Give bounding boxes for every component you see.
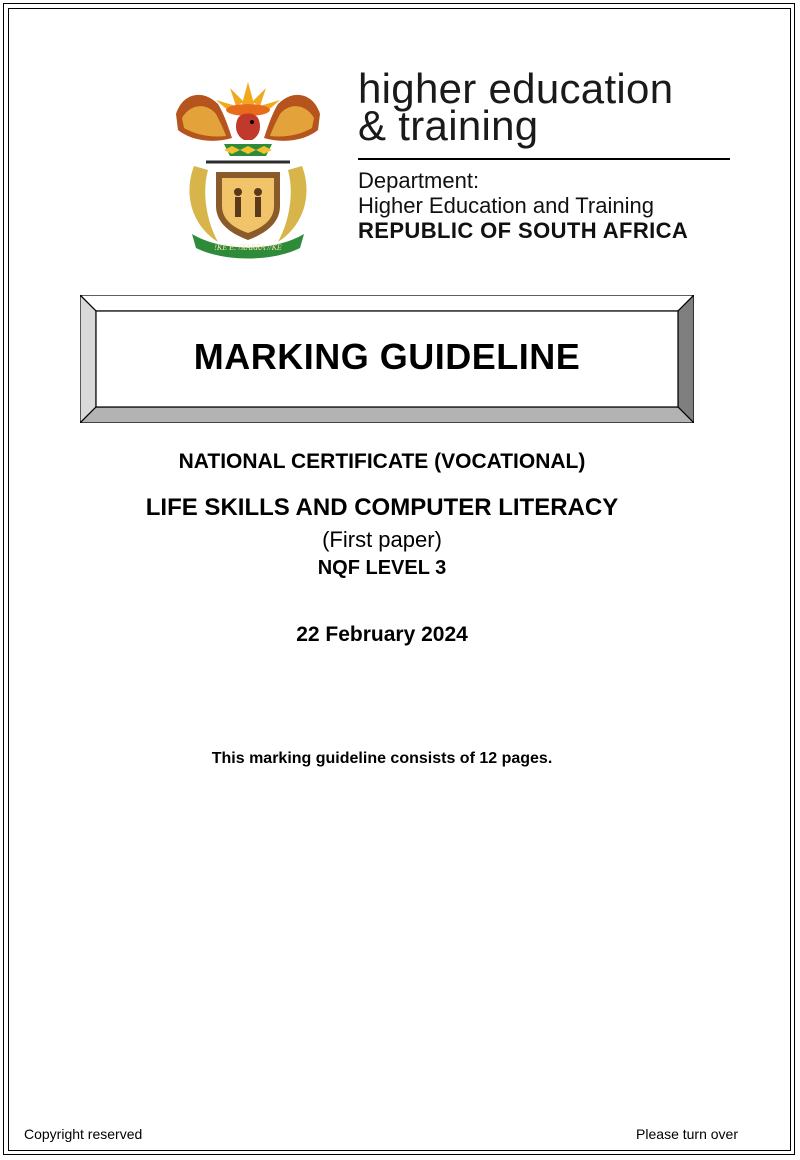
department-brand [358, 65, 674, 149]
brand-line-2: & training [358, 102, 539, 149]
page-count-note: This marking guideline consists of 12 pages. [211, 750, 553, 767]
subject-name: LIFE SKILLS AND COMPUTER LITERACY [145, 494, 619, 521]
nqf-level: NQF LEVEL 3 [317, 557, 447, 579]
document-title: MARKING GUIDELINE [193, 336, 581, 377]
exam-date: 22 February 2024 [296, 623, 468, 646]
dept-line-1: Department: [358, 168, 480, 193]
brand-divider [358, 158, 730, 160]
dept-line-3: REPUBLIC OF SOUTH AFRICA [358, 218, 689, 243]
footer-turn-over: Please turn over [636, 1126, 738, 1142]
coat-of-arms-logo [172, 74, 324, 262]
paper-number: (First paper) [322, 527, 442, 552]
dept-line-2: Higher Education and Training [358, 193, 654, 218]
footer-copyright: Copyright reserved [24, 1126, 143, 1142]
brand-line-1: higher education [358, 65, 674, 112]
department-lines [358, 168, 688, 243]
certificate-name: NATIONAL CERTIFICATE (VOCATIONAL) [178, 450, 586, 473]
coat-of-arms-motto: !KE E: /XARRA //KE [214, 243, 282, 252]
